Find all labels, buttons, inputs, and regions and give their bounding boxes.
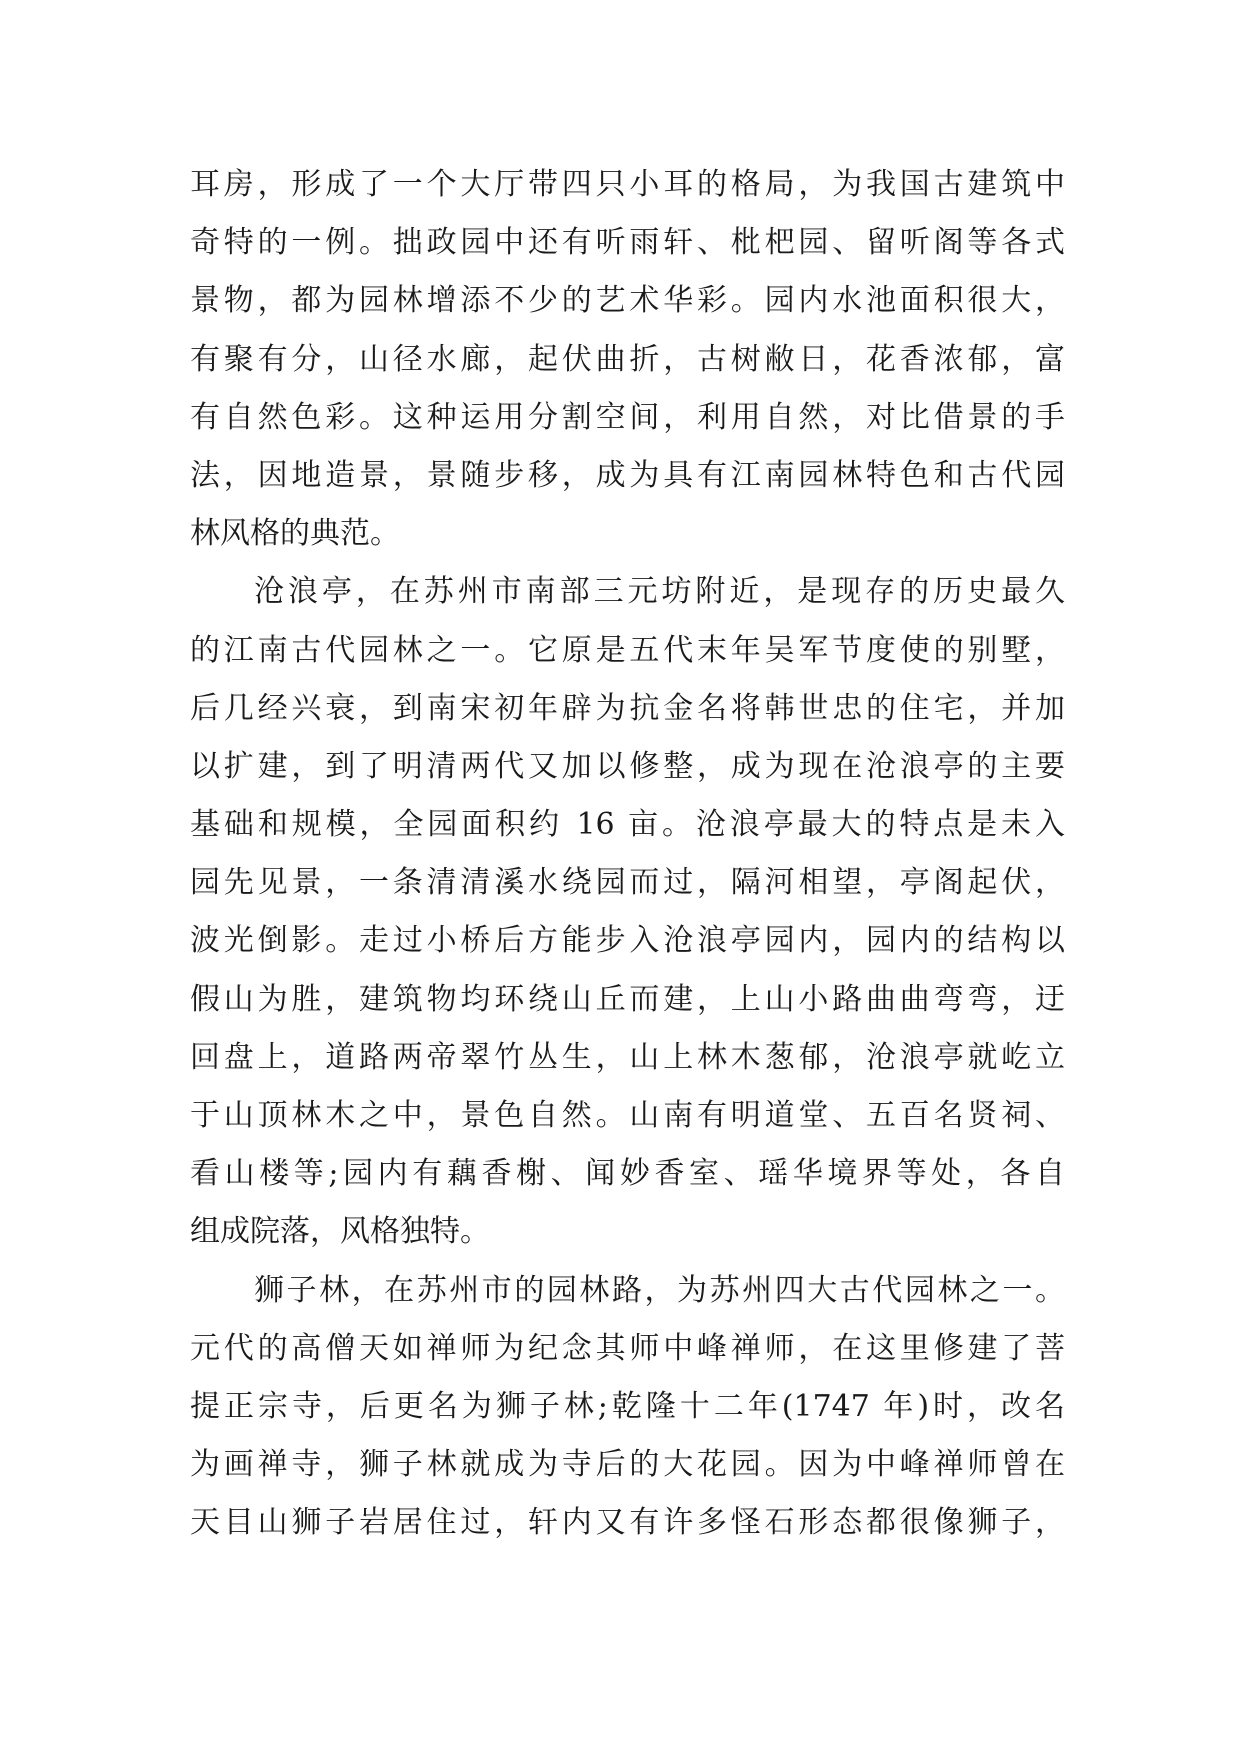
paragraph-2-line-12: 组成院落，风格独特。 [190, 1214, 490, 1250]
paragraph-2-line-6: 园先见景，一条清清溪水绕园而过，隔河相望，亭阁起伏， [190, 865, 1065, 901]
paragraph-2-line-7: 波光倒影。走过小桥后方能步入沧浪亭园内，园内的结构以 [190, 923, 1065, 959]
paragraph-1-line-5: 有自然色彩。这种运用分割空间，利用自然，对比借景的手 [190, 399, 1065, 435]
paragraph-2-line-8: 假山为胜，建筑物均环绕山丘而建，上山小路曲曲弯弯，迂 [190, 981, 1065, 1017]
paragraph-2-line-9: 回盘上，道路两帝翠竹丛生，山上林木葱郁，沧浪亭就屹立 [190, 1039, 1065, 1075]
paragraph-1-line-2: 奇特的一例。拙政园中还有听雨轩、枇杷园、留听阁等各式 [190, 225, 1065, 261]
paragraph-1-line-1: 耳房，形成了一个大厅带四只小耳的格局，为我国古建筑中 [190, 167, 1065, 202]
paragraph-3-line-1: 狮子林，在苏州市的园林路，为苏州四大古代园林之一。 [254, 1272, 1065, 1308]
body-text [190, 156, 1065, 1553]
paragraph-3-line-5: 天目山狮子岩居住过，轩内又有许多怪石形态都很像狮子， [190, 1505, 1065, 1541]
paragraph-3-line-4: 为画禅寺，狮子林就成为寺后的大花园。因为中峰禅师曾在 [190, 1447, 1065, 1483]
paragraph-1-line-6: 法，因地造景，景随步移，成为具有江南园林特色和古代园 [190, 457, 1065, 493]
paragraph-2-line-4: 以扩建，到了明清两代又加以修整，成为现在沧浪亭的主要 [190, 748, 1065, 784]
paragraph-2-line-10: 于山顶林木之中，景色自然。山南有明道堂、五百名贤祠、 [190, 1098, 1065, 1133]
paragraph-2-line-1: 沧浪亭，在苏州市南部三元坊附近，是现存的历史最久 [254, 574, 1065, 610]
paragraph-2-line-5: 基础和规模，全园面积约 16 亩。沧浪亭最大的特点是未入 [190, 807, 1065, 843]
paragraph-2-line-2: 的江南古代园林之一。它原是五代末年吴军节度使的别墅， [190, 632, 1065, 668]
paragraph-2-line-11: 看山楼等;园内有藕香榭、闻妙香室、瑶华境界等处，各自 [190, 1156, 1065, 1192]
paragraph-3-line-2: 元代的高僧天如禅师为纪念其师中峰禅师，在这里修建了菩 [190, 1330, 1065, 1366]
paragraph-1-line-4: 有聚有分，山径水廊，起伏曲折，古树敝日，花香浓郁，富 [190, 341, 1065, 377]
paragraph-2-line-3: 后几经兴衰，到南宋初年辟为抗金名将韩世忠的住宅，并加 [190, 690, 1065, 726]
paragraph-3-line-3: 提正宗寺，后更名为狮子林;乾隆十二年(1747 年)时，改名 [190, 1388, 1065, 1424]
paragraph-1-line-3: 景物，都为园林增添不少的艺术华彩。园内水池面积很大， [190, 283, 1065, 319]
paragraph-1-line-7: 林风格的典范。 [190, 516, 400, 552]
